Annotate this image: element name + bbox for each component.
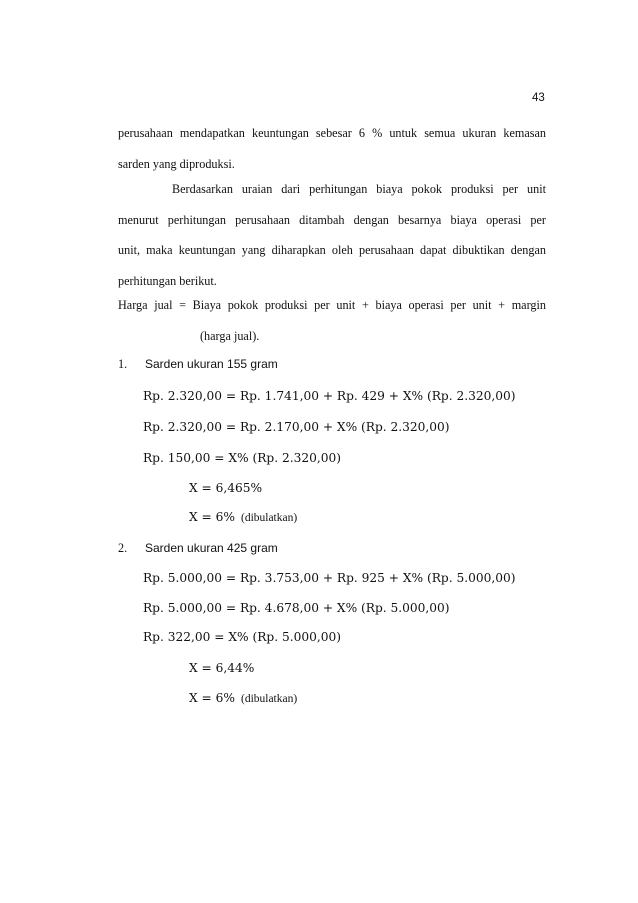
text-line: sarden yang diproduksi. [118, 156, 235, 171]
text-line: perhitungan berikut. [118, 273, 217, 288]
list-title: Sarden ukuran 425 gram [145, 541, 278, 555]
equation: Rp. 2.320,00 = Rp. 2.170,00 + X% (Rp. 2.320,00) [143, 420, 450, 434]
rounding-note: (dibulatkan) [240, 693, 298, 705]
paragraph-explanation [118, 174, 546, 296]
text-line: menurut perhitungan perusahaan ditambah dengan besarnya biaya operasi per [118, 212, 546, 227]
equation: Rp. 5.000,00 = Rp. 3.753,00 + Rp. 925 + X% (Rp. 5.000,00) [143, 571, 516, 585]
list-title: Sarden ukuran 155 gram [145, 357, 278, 371]
rounding-note: (dibulatkan) [240, 512, 298, 524]
formula-definition [118, 290, 546, 351]
list-number: 1. [118, 357, 128, 371]
text-line: Harga jual = Biaya pokok produksi per unit + biaya operasi per unit + margin [118, 298, 546, 312]
equation-rounded [189, 691, 297, 705]
list-number: 2. [118, 541, 128, 555]
equation: X = 6,465% [189, 481, 263, 495]
text-line: (harga jual). [200, 328, 260, 343]
equation-text: X = 6% [189, 510, 235, 524]
equation: Rp. 5.000,00 = Rp. 4.678,00 + X% (Rp. 5.000,00) [143, 601, 450, 615]
paragraph-intro [118, 118, 546, 179]
equation: Rp. 2.320,00 = Rp. 1.741,00 + Rp. 429 + X% (Rp. 2.320,00) [143, 389, 516, 403]
equation: Rp. 322,00 = X% (Rp. 5.000,00) [143, 630, 341, 644]
equation: X = 6,44% [189, 661, 255, 675]
text-line: unit, maka keuntungan yang diharapkan oleh perusahaan dapat dibuktikan dengan [118, 243, 546, 257]
text-line: Berdasarkan uraian dari perhitungan biaya pokok produksi per unit [172, 182, 546, 196]
page-number: 43 [532, 92, 545, 104]
text-line: perusahaan mendapatkan keuntungan sebesar 6 % untuk semua ukuran kemasan [118, 126, 546, 140]
equation: Rp. 150,00 = X% (Rp. 2.320,00) [143, 451, 341, 465]
equation-rounded [189, 510, 297, 524]
equation-text: X = 6% [189, 691, 235, 705]
